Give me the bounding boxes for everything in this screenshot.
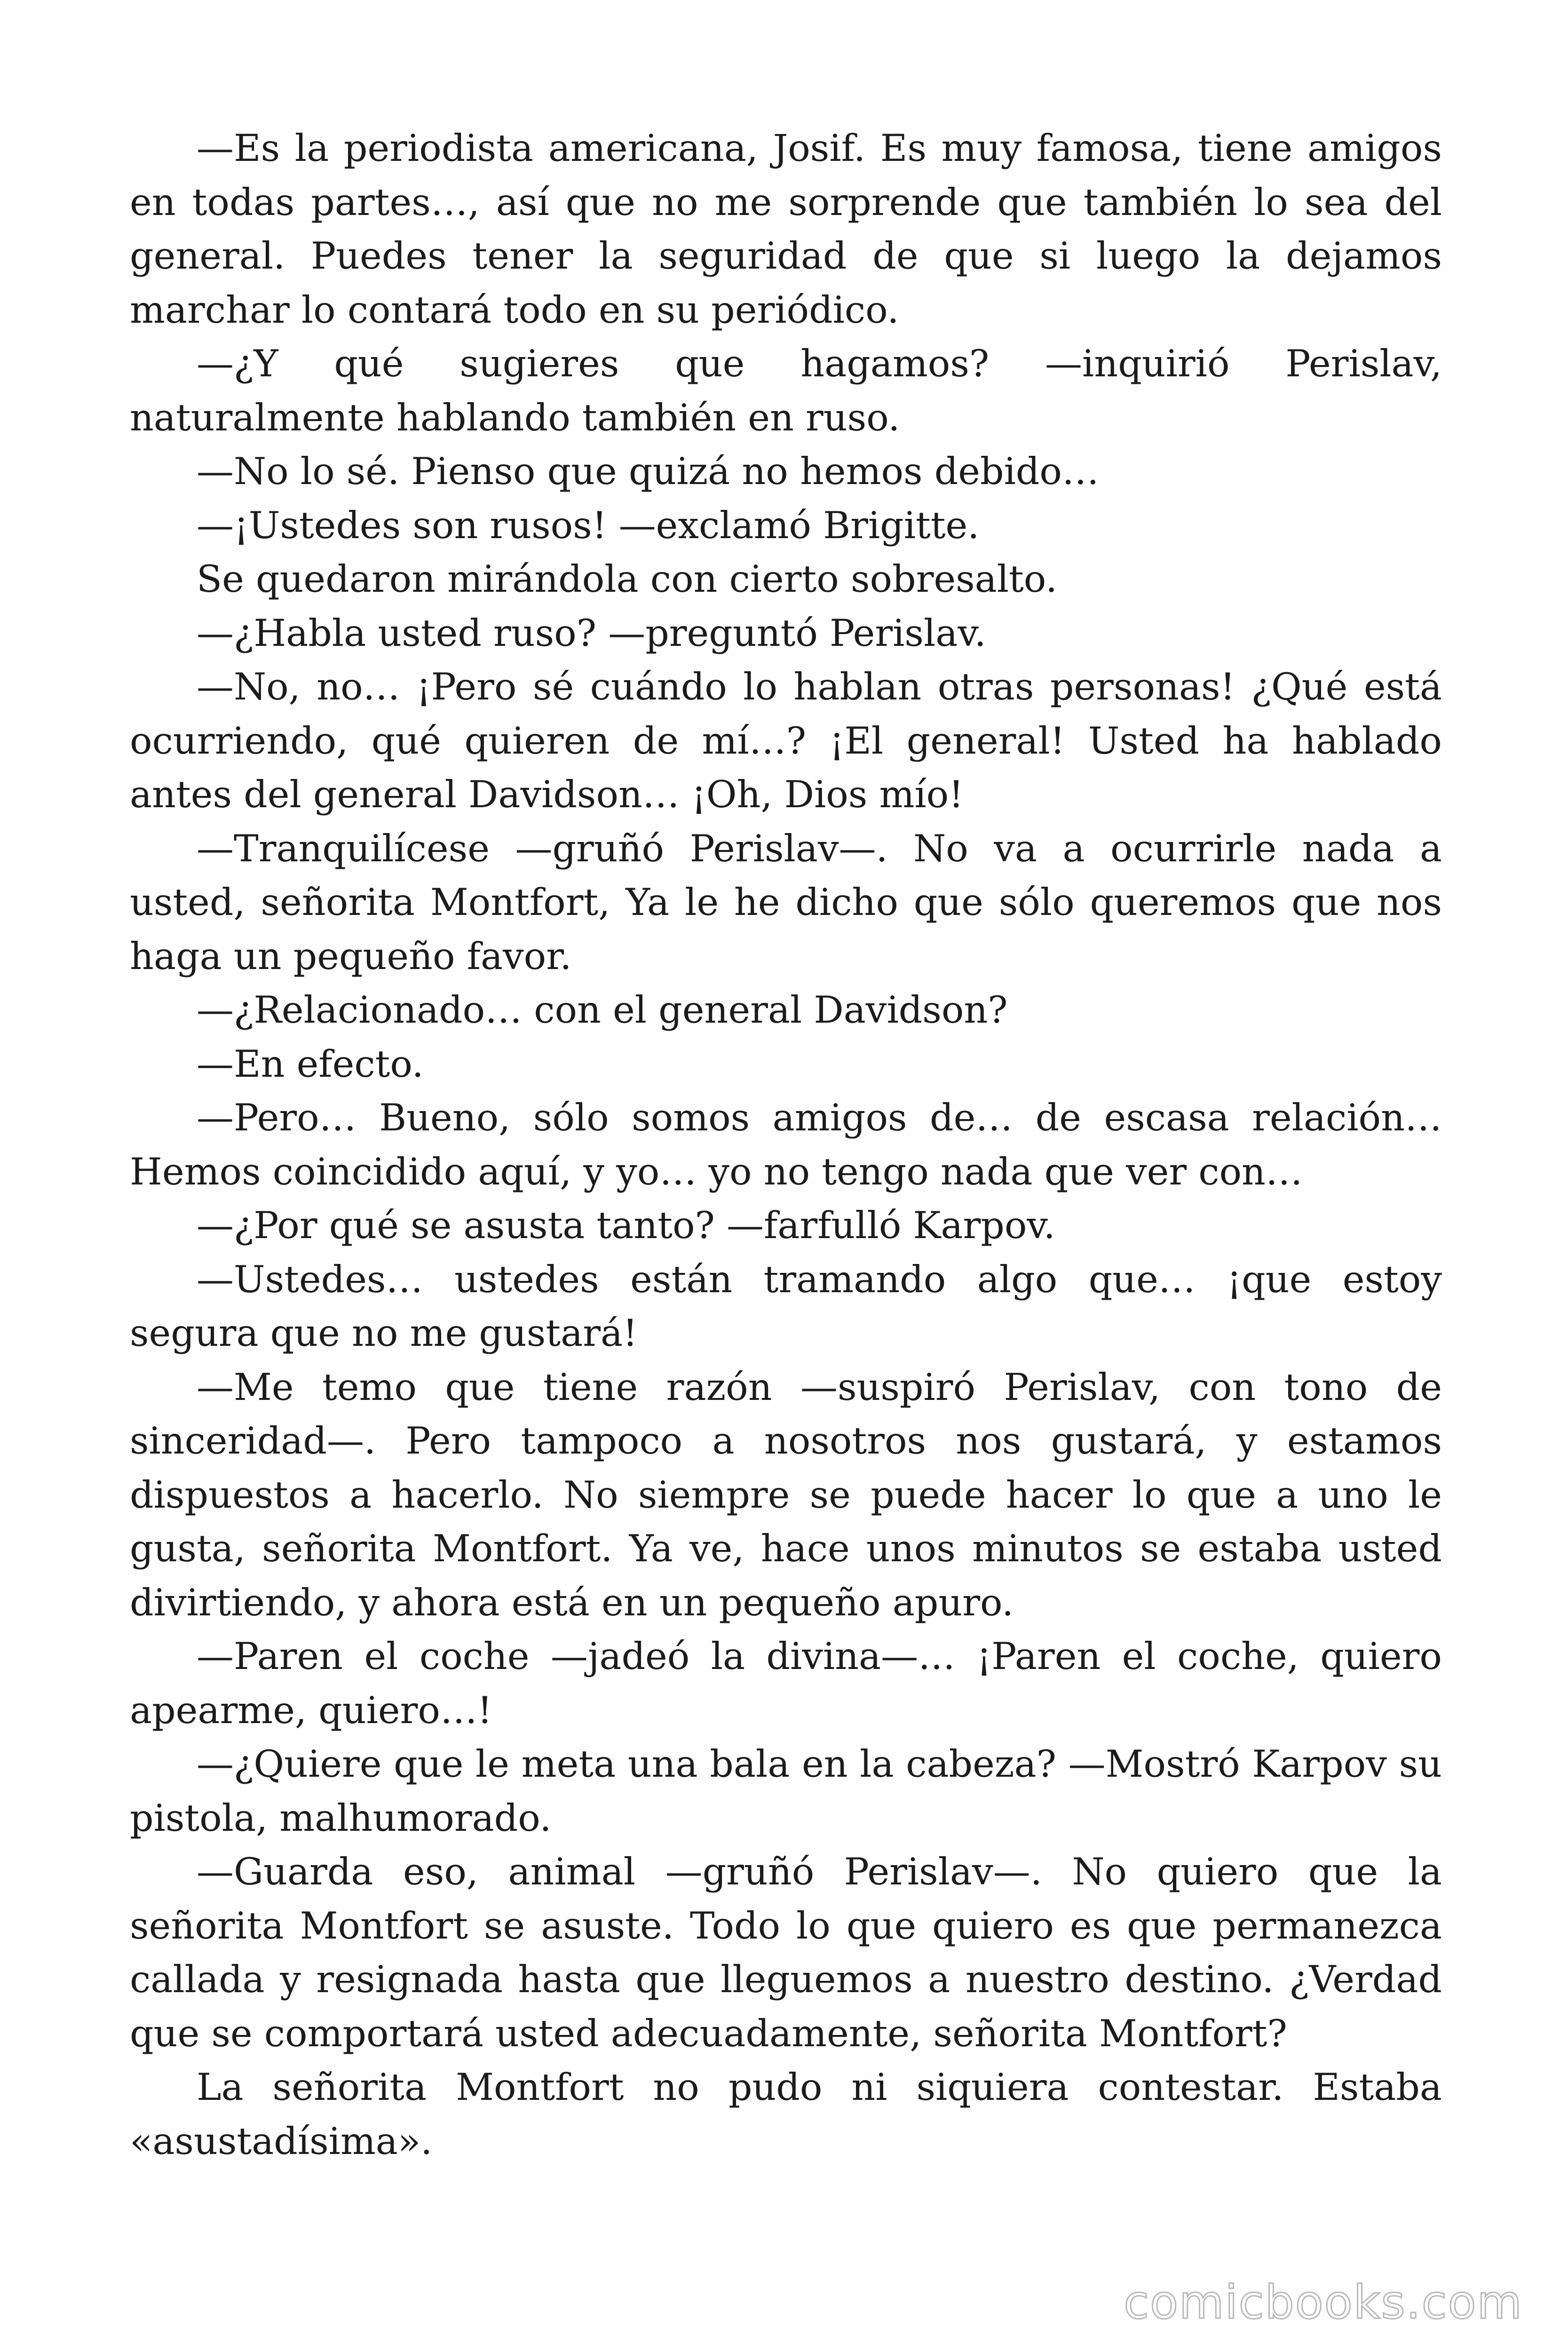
paragraph: —Es la periodista americana, Josif. Es muy famosa, tiene amigos en todas partes…, así que no me sorprende que también lo sea del general. Puedes tener la seguridad de que si luego la dejamos marchar lo contará todo en su periódico. xyxy=(130,127,1442,332)
paragraph: —No, no… ¡Pero sé cuándo lo hablan otras personas! ¿Qué está ocurriendo, qué quieren de mí…? ¡El general! Usted ha hablado antes del general Davidson… ¡Oh, Dios mío! xyxy=(130,665,1442,816)
paragraph: —¿Habla usted ruso? —preguntó Perislav. xyxy=(197,611,986,655)
paragraph: —Tranquilícese —gruñó Perislav—. No va a ocurrirle nada a usted, señorita Montfort, Ya le he dicho que sólo queremos que nos haga un pequeño favor. xyxy=(130,826,1442,978)
paragraph: Se quedaron mirándola con cierto sobresalto. xyxy=(197,557,1058,601)
paragraph: —En efecto. xyxy=(197,1042,424,1086)
paragraph: —Paren el coche —jadeó la divina—… ¡Paren el coche, quiero apearme, quiero…! xyxy=(130,1635,1442,1732)
paragraph: —¿Por qué se asusta tanto? —farfulló Karpov. xyxy=(197,1204,1055,1247)
paragraph: —¿Relacionado… con el general Davidson? xyxy=(197,988,1008,1032)
paragraph: —Ustedes… ustedes están tramando algo que… ¡que estoy segura que no me gustará! xyxy=(130,1257,1442,1355)
watermark: comicbooks.com xyxy=(1124,2276,1523,2329)
body-text xyxy=(130,121,1442,2168)
paragraph: —¿Quiere que le meta una bala en la cabeza? —Mostró Karpov su pistola, malhumorado. xyxy=(130,1742,1442,1840)
paragraph: —¡Ustedes son rusos! —exclamó Brigitte. xyxy=(197,503,980,547)
paragraph: —Pero… Bueno, sólo somos amigos de… de escasa relación… Hemos coincidido aquí, y yo… yo no tengo nada que ver con… xyxy=(130,1096,1442,1193)
paragraph: —Me temo que tiene razón —suspiró Perislav, con tono de sinceridad—. Pero tampoco a nosotros nos gustará, y estamos dispuestos a hacerlo. No siempre se puede hacer lo que a uno le gusta, señorita Montfort. Ya ve, hace unos minutos se estaba usted divirtiendo, y ahora está en un pequeño apuro. xyxy=(130,1365,1442,1624)
paragraph: —Guarda eso, animal —gruñó Perislav—. No quiero que la señorita Montfort se asuste. Todo lo que quiero es que permanezca callada y resignada hasta que lleguemos a nuestro destino. ¿Verdad que se comportará usted adecuadamente, señorita Montfort? xyxy=(130,1850,1442,2055)
paragraph: —No lo sé. Pienso que quizá no hemos debido… xyxy=(197,450,1099,493)
paragraph: —¿Y qué sugieres que hagamos? —inquirió Perislav, naturalmente hablando también en ruso. xyxy=(130,342,1442,439)
paragraph: La señorita Montfort no pudo ni siquiera contestar. Estaba «asustadísima». xyxy=(130,2066,1442,2163)
